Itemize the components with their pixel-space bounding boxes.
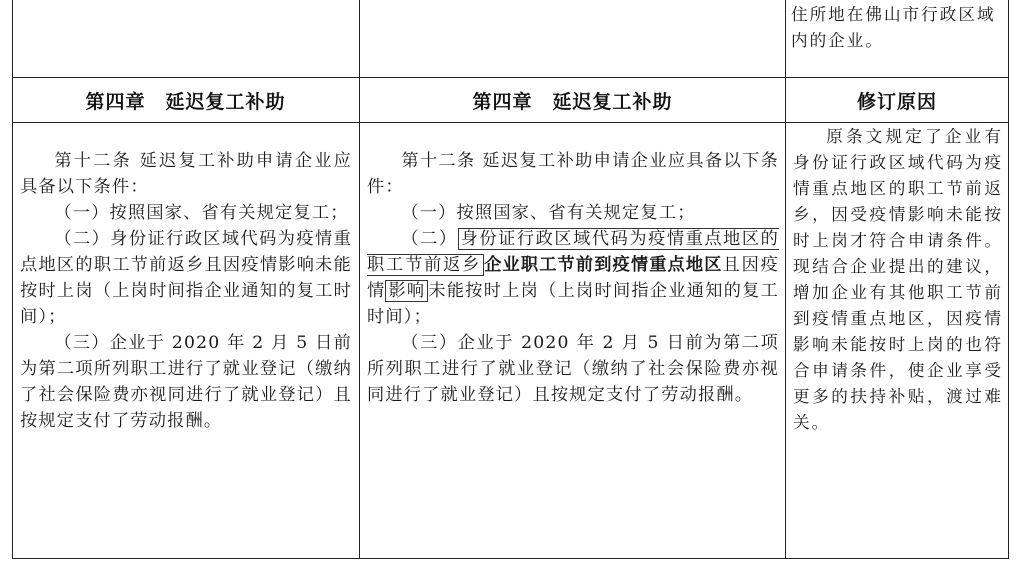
- deleted-text-box: 身份证行政区域代码为疫情重点地区的职工节前返乡: [367, 229, 779, 275]
- header-reason: [786, 78, 1008, 122]
- added-text: 企业职工节前到疫情重点地区: [484, 255, 723, 275]
- original-article-cell: [20, 148, 352, 434]
- revised-article-cell: [367, 148, 779, 408]
- header-original: [12, 78, 359, 122]
- table-border-right: [1008, 0, 1009, 558]
- deleted-text-box-2: 影响: [385, 280, 428, 302]
- revised-condition-2-prefix: （二）: [401, 229, 458, 249]
- top-row-reason-cell: [791, 2, 1004, 54]
- revised-condition-2-suffix: 未能按时上岗（上岗时间指企业通知的复工时间）；: [367, 281, 780, 327]
- header-reason-label: 修订原因: [856, 90, 937, 113]
- original-condition-3: （三）企业于 2020 年 2 月 5 日前为第二项所列职工进行了就业登记（缴纳了社会保险费亦视同进行了就业登记）且按规定支付了劳动报酬。: [20, 333, 352, 431]
- header-revised: [360, 78, 785, 122]
- reason-text: 原条文规定了企业有身份证行政区域代码为疫情重点地区的职工节前返乡，因受疫情影响未能按时上岗才符合申请条件。现结合企业提出的建议，增加企业有其他职工节前到疫情重点地区，因疫情影响未能按时上岗的也符合申请条件，使企业享受更多的扶持补贴，渡过难关。: [793, 127, 1003, 432]
- revised-article-heading: 第十二条 延迟复工补助申请企业应具备以下条件：: [367, 151, 779, 197]
- table-border-bottom: [12, 558, 1009, 559]
- reason-cell: [793, 124, 1003, 436]
- original-condition-2: （二）身份证行政区域代码为疫情重点地区的职工节前返乡且因疫情影响未能按时上岗（上岗时间指企业通知的复工时间）；: [20, 229, 352, 327]
- revised-condition-2: [367, 226, 779, 330]
- row-divider-2: [12, 122, 1009, 123]
- original-article-heading: 第十二条 延迟复工补助申请企业应具备以下条件：: [20, 151, 352, 197]
- revised-condition-3: （三）企业于 2020 年 2 月 5 日前为第二项所列职工进行了就业登记（缴纳了社会保险费亦视同进行了就业登记）且按规定支付了劳动报酬。: [367, 333, 779, 405]
- top-row-reason-text: 住所地在佛山市行政区域内的企业。: [791, 5, 996, 50]
- revised-condition-1: （一）按照国家、省有关规定复工；: [401, 203, 696, 223]
- revised-condition-2-mid: 且因疫情: [367, 255, 779, 301]
- original-condition-1: （一）按照国家、省有关规定复工；: [54, 203, 349, 223]
- header-revised-label: 第四章 延迟复工补助: [472, 90, 673, 113]
- header-original-label: 第四章 延迟复工补助: [85, 90, 286, 113]
